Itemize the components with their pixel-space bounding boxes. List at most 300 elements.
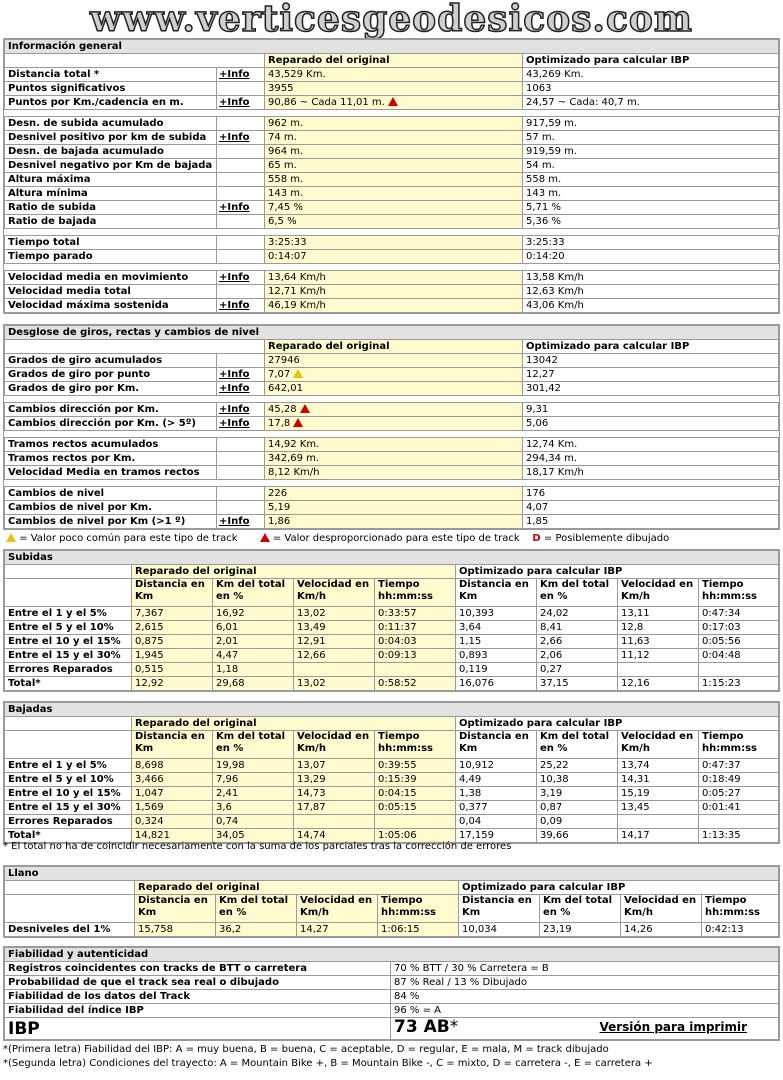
value-cell: 0:47:37 xyxy=(699,759,779,773)
value-original: 7,45 % xyxy=(265,201,523,215)
col-original: Reparado del original xyxy=(265,54,523,68)
spacer-row xyxy=(5,229,779,236)
value-cell: 1,15 xyxy=(456,635,537,649)
value-cell: 0:04:48 xyxy=(699,649,779,663)
table-row xyxy=(5,215,779,229)
value-cell: 1,945 xyxy=(132,649,213,663)
value-cell: 34,05 xyxy=(213,829,294,843)
column-header: Distancia en Km xyxy=(132,579,213,607)
row-label: Entre el 1 y el 5% xyxy=(5,607,132,621)
value-cell: 13,49 xyxy=(294,621,375,635)
blank-cell xyxy=(5,54,265,68)
row-label: Entre el 5 y el 10% xyxy=(5,773,132,787)
row-label: Velocidad media en movimiento xyxy=(5,271,217,285)
value-cell: 12,92 xyxy=(132,677,213,691)
value-cell: 0:05:15 xyxy=(375,801,456,815)
value-optimized: 12,74 Km. xyxy=(523,438,779,452)
value-cell: 13,29 xyxy=(294,773,375,787)
row-label: Entre el 1 y el 5% xyxy=(5,759,132,773)
alert-icon xyxy=(388,97,398,106)
table-row xyxy=(5,487,779,501)
section-header xyxy=(5,326,779,340)
value-optimized: 558 m. xyxy=(523,173,779,187)
column-header: Km del total en % xyxy=(213,579,294,607)
total-note: * El total no ha de coincidir necesariamente con la suma de los parciales tras la corrección de errores xyxy=(3,841,512,852)
value-cell: 16,92 xyxy=(213,607,294,621)
info-link[interactable]: +Info xyxy=(217,299,265,313)
row-label: Cambios de nivel por Km. xyxy=(5,501,217,515)
table-row xyxy=(5,663,779,677)
value-optimized: 5,06 xyxy=(523,417,779,431)
section-header xyxy=(5,948,779,962)
value-original: 642,01 xyxy=(265,382,523,396)
alert-icon xyxy=(300,404,310,413)
col-optimized: Optimizado para calcular IBP xyxy=(459,881,779,895)
value-cell: 13,11 xyxy=(618,607,699,621)
table-row xyxy=(5,96,779,110)
value-cell: 0:11:37 xyxy=(375,621,456,635)
row-label: Cambios de nivel por Km (>1 º) xyxy=(5,515,217,529)
value-cell: 0,74 xyxy=(213,815,294,829)
table-row xyxy=(5,236,779,250)
column-header: Distancia en Km xyxy=(135,895,216,923)
value-cell: 0,09 xyxy=(537,815,618,829)
value-optimized: 13,58 Km/h xyxy=(523,271,779,285)
value-cell: 39,66 xyxy=(537,829,618,843)
info-link[interactable]: +Info xyxy=(217,96,265,110)
info-link xyxy=(217,354,265,368)
col-optimized: Optimizado para calcular IBP xyxy=(523,54,779,68)
value-cell: 1:05:06 xyxy=(375,829,456,843)
table-row xyxy=(5,382,779,396)
spacer xyxy=(5,110,779,117)
row-label: Cambios dirección por Km. (> 5º) xyxy=(5,417,217,431)
value-cell: 23,19 xyxy=(540,923,621,937)
info-link[interactable]: +Info xyxy=(217,382,265,396)
value-cell: 3,19 xyxy=(537,787,618,801)
table-row xyxy=(5,159,779,173)
info-link[interactable]: +Info xyxy=(217,403,265,417)
legend-warn: = Valor poco común para este tipo de track xyxy=(19,533,238,544)
value-original: 6,5 % xyxy=(265,215,523,229)
group-header-row xyxy=(5,881,779,895)
row-label: Desn. de bajada acumulado xyxy=(5,145,217,159)
value-cell: 12,91 xyxy=(294,635,375,649)
value-cell: 6,01 xyxy=(213,621,294,635)
info-link xyxy=(217,145,265,159)
value-cell: 2,66 xyxy=(537,635,618,649)
column-header: Tiempo hh:mm:ss xyxy=(702,895,779,923)
value-optimized: 0:14:20 xyxy=(523,250,779,264)
info-link[interactable]: +Info xyxy=(217,271,265,285)
column-header: Km del total en % xyxy=(216,895,297,923)
column-header: Tiempo hh:mm:ss xyxy=(699,731,779,759)
group-header-row xyxy=(5,717,779,731)
spacer xyxy=(5,229,779,236)
value-cell: 0,875 xyxy=(132,635,213,649)
column-header-row xyxy=(5,340,779,354)
value-cell: 1,569 xyxy=(132,801,213,815)
value-original: 43,529 Km. xyxy=(265,68,523,82)
value-cell: 13,02 xyxy=(294,677,375,691)
column-header: Tiempo hh:mm:ss xyxy=(375,731,456,759)
value-cell: 0:39:55 xyxy=(375,759,456,773)
row-label: Ratio de subida xyxy=(5,201,217,215)
table-row xyxy=(5,976,779,990)
value-original: 14,92 Km. xyxy=(265,438,523,452)
table-row xyxy=(5,250,779,264)
blank-cell xyxy=(5,579,132,607)
value-cell: 12,66 xyxy=(294,649,375,663)
table-row xyxy=(5,923,779,937)
info-link[interactable]: +Info xyxy=(217,201,265,215)
value-cell: 13,02 xyxy=(294,607,375,621)
value-cell: 13,07 xyxy=(294,759,375,773)
col-optimized: Optimizado para calcular IBP xyxy=(523,340,779,354)
table-row xyxy=(5,271,779,285)
col-original: Reparado del original xyxy=(132,565,456,579)
table-row xyxy=(5,201,779,215)
value-optimized: 301,42 xyxy=(523,382,779,396)
blank-cell xyxy=(5,881,135,895)
row-label: Distancia total * xyxy=(5,68,217,82)
value-cell: 1,18 xyxy=(213,663,294,677)
table-row xyxy=(5,501,779,515)
value-cell: 10,912 xyxy=(456,759,537,773)
row-label: Tramos rectos por Km. xyxy=(5,452,217,466)
row-label: Entre el 15 y el 30% xyxy=(5,649,132,663)
value-optimized: 9,31 xyxy=(523,403,779,417)
value-cell: 0:04:03 xyxy=(375,635,456,649)
col-original: Reparado del original xyxy=(135,881,459,895)
print-version-link[interactable]: Versión para imprimir xyxy=(599,1020,747,1034)
row-label: Errores Reparados xyxy=(5,663,132,677)
value-cell: 0:05:27 xyxy=(699,787,779,801)
blank-cell xyxy=(5,717,132,731)
alert-icon xyxy=(293,418,303,427)
info-link xyxy=(217,159,265,173)
warning-icon xyxy=(6,533,16,542)
column-header: Distancia en Km xyxy=(456,579,537,607)
value-original: 143 m. xyxy=(265,187,523,201)
value-cell: 10,38 xyxy=(537,773,618,787)
value-cell: 14,31 xyxy=(618,773,699,787)
value-optimized: 176 xyxy=(523,487,779,501)
value-cell xyxy=(375,815,456,829)
info-link[interactable]: +Info xyxy=(217,515,265,529)
value-cell: 0:05:56 xyxy=(699,635,779,649)
table-row xyxy=(5,1004,779,1018)
value-cell: 8,41 xyxy=(537,621,618,635)
value-original: 558 m. xyxy=(265,173,523,187)
column-header-row xyxy=(5,895,779,923)
column-header-row xyxy=(5,731,779,759)
value-cell: 4,47 xyxy=(213,649,294,663)
table-row xyxy=(5,438,779,452)
row-label: Cambios de nivel xyxy=(5,487,217,501)
section-title: Información general xyxy=(5,40,779,54)
row-label: Altura mínima xyxy=(5,187,217,201)
value-cell: 0:01:41 xyxy=(699,801,779,815)
column-header: Distancia en Km xyxy=(132,731,213,759)
table-row xyxy=(5,677,779,691)
row-value: 87 % Real / 13 % Dibujado xyxy=(391,976,779,990)
value-optimized: 24,57 ~ Cada: 40,7 m. xyxy=(523,96,779,110)
subidas-table xyxy=(3,549,780,692)
column-header: Velocidad en Km/h xyxy=(618,579,699,607)
value-cell: 17,159 xyxy=(456,829,537,843)
blank-cell xyxy=(5,565,132,579)
section-header xyxy=(5,703,779,717)
row-label: Grados de giro por punto xyxy=(5,368,217,382)
column-header-row xyxy=(5,54,779,68)
table-row xyxy=(5,187,779,201)
row-label: Velocidad Media en tramos rectos xyxy=(5,466,217,480)
row-label: Fiabilidad de los datos del Track xyxy=(5,990,391,1004)
value-original: 0:14:07 xyxy=(265,250,523,264)
row-label: Entre el 5 y el 10% xyxy=(5,621,132,635)
value-optimized: 12,27 xyxy=(523,368,779,382)
spacer xyxy=(5,431,779,438)
value-cell: 0,04 xyxy=(456,815,537,829)
value-cell: 1,38 xyxy=(456,787,537,801)
section-header xyxy=(5,551,779,565)
section-title: Llano xyxy=(5,867,779,881)
value-cell: 14,74 xyxy=(294,829,375,843)
value-cell: 16,076 xyxy=(456,677,537,691)
value-cell: 12,16 xyxy=(618,677,699,691)
table-row xyxy=(5,649,779,663)
value-original: 12,71 Km/h xyxy=(265,285,523,299)
info-link xyxy=(217,487,265,501)
value-optimized: 13042 xyxy=(523,354,779,368)
row-label: Grados de giro por Km. xyxy=(5,382,217,396)
row-label: Tiempo total xyxy=(5,236,217,250)
bajadas-table xyxy=(3,701,780,844)
value-cell: 0:17:03 xyxy=(699,621,779,635)
table-row xyxy=(5,403,779,417)
table-row xyxy=(5,299,779,313)
info-link[interactable]: +Info xyxy=(217,417,265,431)
ibp-label: IBP xyxy=(5,1018,391,1040)
value-cell: 7,367 xyxy=(132,607,213,621)
section-title: Desglose de giros, rectas y cambios de nivel xyxy=(5,326,779,340)
fiabilidad-table xyxy=(3,946,780,1041)
table-row xyxy=(5,801,779,815)
row-label: Errores Reparados xyxy=(5,815,132,829)
value-cell: 2,615 xyxy=(132,621,213,635)
value-cell: 19,98 xyxy=(213,759,294,773)
table-row xyxy=(5,515,779,529)
value-cell xyxy=(375,663,456,677)
row-value: 70 % BTT / 30 % Carretera = B xyxy=(391,962,779,976)
col-original: Reparado del original xyxy=(132,717,456,731)
value-cell: 0:04:15 xyxy=(375,787,456,801)
info-link[interactable]: +Info xyxy=(217,131,265,145)
value-optimized: 1063 xyxy=(523,82,779,96)
value-optimized: 54 m. xyxy=(523,159,779,173)
table-row xyxy=(5,145,779,159)
ibp-star: * xyxy=(449,1017,459,1037)
value-cell: 37,15 xyxy=(537,677,618,691)
value-optimized: 18,17 Km/h xyxy=(523,466,779,480)
row-label: Desnivel positivo por km de subida xyxy=(5,131,217,145)
column-header: Tiempo hh:mm:ss xyxy=(378,895,459,923)
value-original: 7,07 xyxy=(265,368,523,382)
row-label: Velocidad máxima sostenida xyxy=(5,299,217,313)
spacer-row xyxy=(5,264,779,271)
table-row xyxy=(5,452,779,466)
value-original: 45,28 xyxy=(265,403,523,417)
column-header: Velocidad en Km/h xyxy=(294,731,375,759)
col-original: Reparado del original xyxy=(265,340,523,354)
value-cell: 3,64 xyxy=(456,621,537,635)
value-cell: 0,324 xyxy=(132,815,213,829)
ibp-value-cell xyxy=(391,1018,779,1040)
info-link xyxy=(217,236,265,250)
value-optimized: 43,269 Km. xyxy=(523,68,779,82)
info-link xyxy=(217,438,265,452)
table-row xyxy=(5,285,779,299)
value-optimized: 294,34 m. xyxy=(523,452,779,466)
value-cell: 36,2 xyxy=(216,923,297,937)
warning-icon xyxy=(293,369,303,378)
table-row xyxy=(5,131,779,145)
value-original: 3955 xyxy=(265,82,523,96)
value-cell: 14,26 xyxy=(621,923,702,937)
alert-icon xyxy=(260,533,270,542)
value-cell: 3,466 xyxy=(132,773,213,787)
table-row xyxy=(5,417,779,431)
value-cell: 15,19 xyxy=(618,787,699,801)
value-cell xyxy=(699,815,779,829)
column-header: Distancia en Km xyxy=(456,731,537,759)
value-optimized: 5,71 % xyxy=(523,201,779,215)
info-link xyxy=(217,82,265,96)
legend-red: = Valor desproporcionado para este tipo de track xyxy=(272,533,520,544)
value-optimized: 4,07 xyxy=(523,501,779,515)
column-header: Km del total en % xyxy=(537,579,618,607)
row-label: Registros coincidentes con tracks de BTT o carretera xyxy=(5,962,391,976)
column-header: Km del total en % xyxy=(213,731,294,759)
llano-table xyxy=(3,865,780,938)
legend xyxy=(3,532,780,545)
value-original: 27946 xyxy=(265,354,523,368)
value-optimized: 12,63 Km/h xyxy=(523,285,779,299)
value-cell: 10,034 xyxy=(459,923,540,937)
blank-cell xyxy=(5,731,132,759)
info-link xyxy=(217,250,265,264)
value-cell: 15,758 xyxy=(135,923,216,937)
info-link[interactable]: +Info xyxy=(217,68,265,82)
column-header: Velocidad en Km/h xyxy=(294,579,375,607)
value-original: 962 m. xyxy=(265,117,523,131)
info-link xyxy=(217,215,265,229)
value-cell: 7,96 xyxy=(213,773,294,787)
value-original: 342,69 m. xyxy=(265,452,523,466)
value-cell: 29,68 xyxy=(213,677,294,691)
value-cell: 11,12 xyxy=(618,649,699,663)
spacer xyxy=(5,396,779,403)
info-link xyxy=(217,501,265,515)
row-label: Total* xyxy=(5,677,132,691)
value-cell xyxy=(618,815,699,829)
row-label: Probabilidad de que el track sea real o dibujado xyxy=(5,976,391,990)
value-cell: 2,01 xyxy=(213,635,294,649)
value-original: 13,64 Km/h xyxy=(265,271,523,285)
value-original: 74 m. xyxy=(265,131,523,145)
value-cell: 25,22 xyxy=(537,759,618,773)
value-cell: 24,02 xyxy=(537,607,618,621)
column-header: Km del total en % xyxy=(540,895,621,923)
row-label: Entre el 10 y el 15% xyxy=(5,635,132,649)
value-cell xyxy=(294,815,375,829)
value-cell: 14,73 xyxy=(294,787,375,801)
value-cell: 14,17 xyxy=(618,829,699,843)
value-cell: 8,698 xyxy=(132,759,213,773)
row-label: Altura máxima xyxy=(5,173,217,187)
value-original: 17,8 xyxy=(265,417,523,431)
column-header: Velocidad en Km/h xyxy=(618,731,699,759)
value-cell: 2,41 xyxy=(213,787,294,801)
value-cell: 0,515 xyxy=(132,663,213,677)
value-optimized: 57 m. xyxy=(523,131,779,145)
info-link[interactable]: +Info xyxy=(217,368,265,382)
spacer-row xyxy=(5,110,779,117)
value-cell: 11,63 xyxy=(618,635,699,649)
value-original: 65 m. xyxy=(265,159,523,173)
value-cell: 1,047 xyxy=(132,787,213,801)
table-row xyxy=(5,962,779,976)
value-cell: 0:33:57 xyxy=(375,607,456,621)
table-row xyxy=(5,635,779,649)
row-label: Puntos significativos xyxy=(5,82,217,96)
value-cell: 0:58:52 xyxy=(375,677,456,691)
value-optimized: 143 m. xyxy=(523,187,779,201)
value-original: 46,19 Km/h xyxy=(265,299,523,313)
row-label: Entre el 10 y el 15% xyxy=(5,787,132,801)
value-cell: 2,06 xyxy=(537,649,618,663)
row-label: Fiabilidad del índice IBP xyxy=(5,1004,391,1018)
column-header: Tiempo hh:mm:ss xyxy=(375,579,456,607)
spacer xyxy=(5,264,779,271)
value-cell xyxy=(294,663,375,677)
info-link xyxy=(217,285,265,299)
value-cell xyxy=(699,663,779,677)
column-header: Tiempo hh:mm:ss xyxy=(699,579,779,607)
table-row xyxy=(5,354,779,368)
info-link xyxy=(217,187,265,201)
info-link xyxy=(217,452,265,466)
row-label: Tiempo parado xyxy=(5,250,217,264)
row-label: Desn. de subida acumulado xyxy=(5,117,217,131)
giros-table xyxy=(3,324,780,530)
table-row xyxy=(5,82,779,96)
spacer xyxy=(5,480,779,487)
value-optimized: 5,36 % xyxy=(523,215,779,229)
table-row xyxy=(5,621,779,635)
value-cell: 0:18:49 xyxy=(699,773,779,787)
section-title: Subidas xyxy=(5,551,779,565)
row-label: Puntos por Km./cadencia en m. xyxy=(5,96,217,110)
row-label: Desniveles del 1% xyxy=(5,923,135,937)
value-original: 964 m. xyxy=(265,145,523,159)
row-label: Velocidad media total xyxy=(5,285,217,299)
value-original: 226 xyxy=(265,487,523,501)
table-row xyxy=(5,990,779,1004)
value-cell: 1:06:15 xyxy=(378,923,459,937)
spacer-row xyxy=(5,396,779,403)
